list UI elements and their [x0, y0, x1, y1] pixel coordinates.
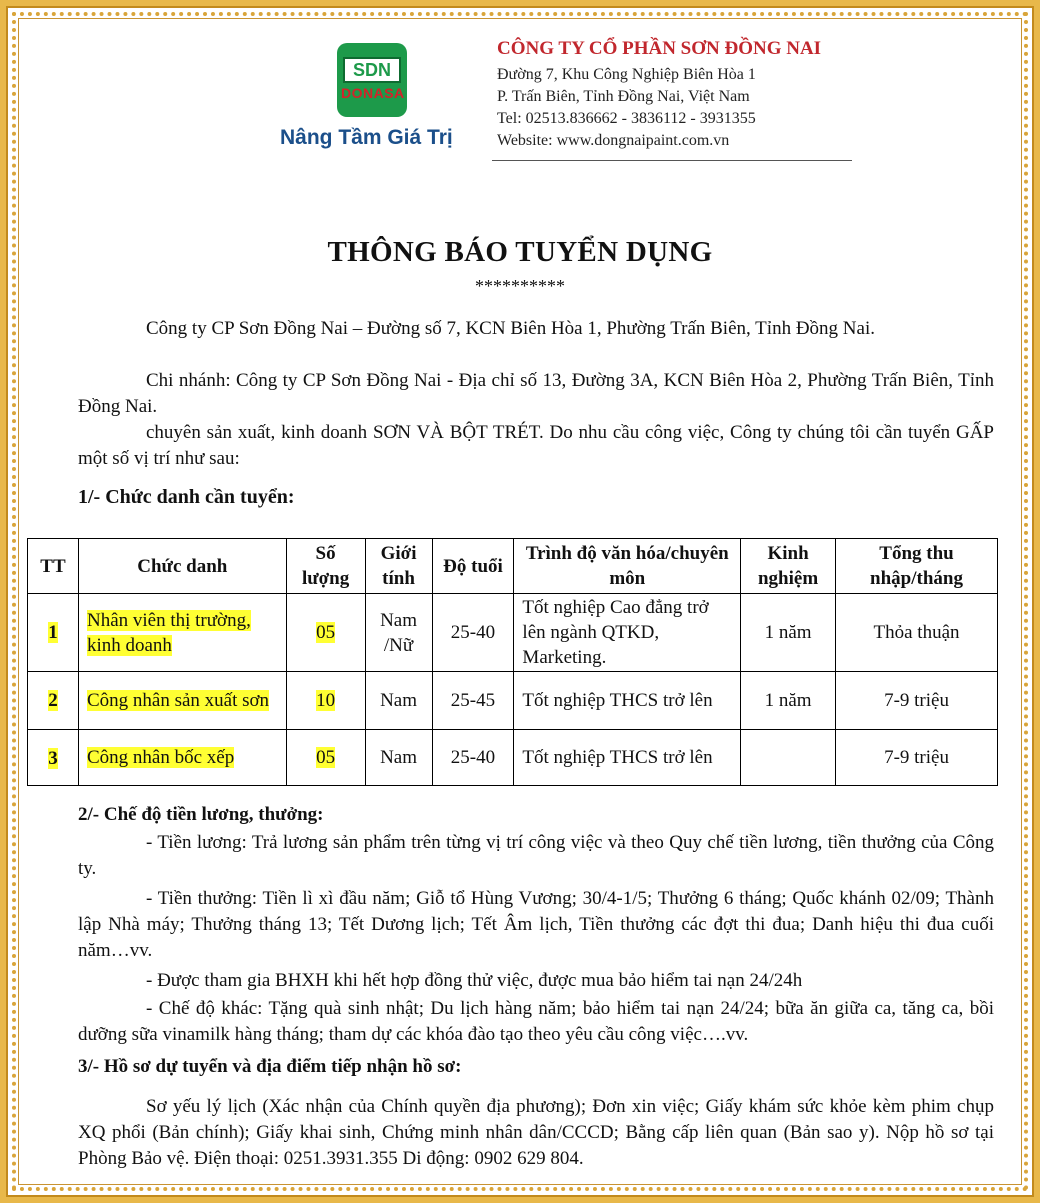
education: Tốt nghiệp THCS trở lên	[514, 672, 741, 730]
job-title: Công nhân bốc xếp	[78, 730, 286, 786]
quantity: 05	[286, 594, 365, 672]
gender: Nam /Nữ	[365, 594, 432, 672]
documents-paragraph: Sơ yếu lý lịch (Xác nhận của Chính quyền địa phương); Đơn xin việc; Giấy khám sức khỏe kèm phim chụp XQ phổi (Bản chính); Giấy khai sinh, Chứng minh nhân dân/CCCD; Bằng cấp liên quan (Bản sao y). Nộp hồ sơ tại Phòng Bảo vệ. Điện thoại: 0251.3931.355 Di động: 0902 629 804.	[78, 1096, 994, 1169]
column-header: Tổng thu nhập/tháng	[836, 539, 998, 594]
experience: 1 năm	[741, 672, 836, 730]
column-header: Trình độ văn hóa/chuyên môn	[514, 539, 741, 594]
salary: Thỏa thuận	[836, 594, 998, 672]
benefit-item: - Tiền thưởng: Tiền lì xì đầu năm; Giỗ tổ Hùng Vương; 30/4-1/5; Thưởng 6 tháng; Quốc khánh 02/09; Thành lập Nhà máy; Thưởng tháng 13; Tết Dương lịch; Tết Âm lịch, Tiền thưởng các đợt thi đua; Danh hiệu thi đua cuối năm…vv.	[78, 888, 994, 961]
age-range: 25-40	[432, 594, 514, 672]
quantity: 05	[286, 730, 365, 786]
age-range: 25-45	[432, 672, 514, 730]
column-header: TT	[28, 539, 79, 594]
slogan: Nâng Tầm Giá Trị	[280, 126, 453, 149]
job-title: Nhân viên thị trường, kinh doanh	[78, 594, 286, 672]
experience	[741, 730, 836, 786]
salary: 7-9 triệu	[836, 730, 998, 786]
age-range: 25-40	[432, 730, 514, 786]
gender: Nam	[365, 672, 432, 730]
salary: 7-9 triệu	[836, 672, 998, 730]
company-logo	[337, 43, 407, 117]
phone-line: Tel: 02513.836662 - 3836112 - 3931355	[497, 110, 756, 127]
intro-paragraph: Công ty CP Sơn Đồng Nai – Đường số 7, KCN Biên Hòa 1, Phường Trấn Biên, Tỉnh Đồng Nai.	[146, 318, 875, 339]
table-row	[28, 672, 998, 730]
page-title: THÔNG BÁO TUYỂN DỤNG	[327, 236, 713, 268]
company-name: CÔNG TY CỔ PHẦN SƠN ĐỒNG NAI	[497, 38, 822, 59]
column-header: Giới tính	[365, 539, 432, 594]
column-header: Chức danh	[78, 539, 286, 594]
section-heading-benefits: 2/- Chế độ tiền lương, thưởng:	[78, 804, 324, 825]
education: Tốt nghiệp Cao đẳng trở lên ngành QTKD, Marketing.	[514, 594, 741, 672]
jobs-table	[27, 538, 998, 786]
letterhead	[280, 38, 860, 163]
column-header: Độ tuổi	[432, 539, 514, 594]
column-header: Số lượng	[286, 539, 365, 594]
header-divider	[492, 160, 852, 161]
row-number: 2	[28, 672, 79, 730]
address-line: Đường 7, Khu Công Nghiệp Biên Hòa 1	[497, 66, 756, 83]
intro-paragraph: Chi nhánh: Công ty CP Sơn Đồng Nai - Địa chỉ số 13, Đường 3A, KCN Biên Hòa 2, Phường Trấn Biên, Tỉnh Đồng Nai.	[78, 370, 994, 417]
experience: 1 năm	[741, 594, 836, 672]
row-number: 1	[28, 594, 79, 672]
column-header: Kinh nghiệm	[741, 539, 836, 594]
benefit-item: - Chế độ khác: Tặng quà sinh nhật; Du lịch hàng năm; bảo hiểm tai nạn 24/24; bữa ăn giữa ca, tăng ca, bồi dưỡng sữa vinamilk hàng tháng; tham dự các khóa đào tạo theo yêu cầu công việc….vv.	[78, 998, 994, 1045]
gender: Nam	[365, 730, 432, 786]
row-number: 3	[28, 730, 79, 786]
website-line: Website: www.dongnaipaint.com.vn	[497, 132, 730, 149]
logo-donasa-text: DONASA	[341, 85, 405, 101]
job-title: Công nhân sản xuất sơn	[78, 672, 286, 730]
table-row	[28, 730, 998, 786]
section-heading-documents: 3/- Hồ sơ dự tuyển và địa điểm tiếp nhận hồ sơ:	[78, 1056, 462, 1077]
table-header-row	[28, 539, 998, 594]
quantity: 10	[286, 672, 365, 730]
section-heading-positions: 1/- Chức danh cần tuyển:	[78, 486, 295, 508]
intro-paragraph: chuyên sản xuất, kinh doanh SƠN VÀ BỘT TRÉT. Do nhu cầu công việc, Công ty chúng tôi cần tuyển GẤP một số vị trí như sau:	[78, 422, 994, 469]
benefit-item: - Được tham gia BHXH khi hết hợp đồng thử việc, được mua bảo hiểm tai nạn 24/24h	[146, 970, 803, 991]
benefit-item: - Tiền lương: Trả lương sản phẩm trên từng vị trí công việc và theo Quy chế tiền lương, tiền thưởng của Công ty.	[78, 832, 994, 879]
address-line: P. Trấn Biên, Tỉnh Đồng Nai, Việt Nam	[497, 88, 750, 105]
title-separator: **********	[475, 276, 565, 296]
education: Tốt nghiệp THCS trở lên	[514, 730, 741, 786]
logo-sdn-text: SDN	[343, 57, 401, 83]
table-row	[28, 594, 998, 672]
